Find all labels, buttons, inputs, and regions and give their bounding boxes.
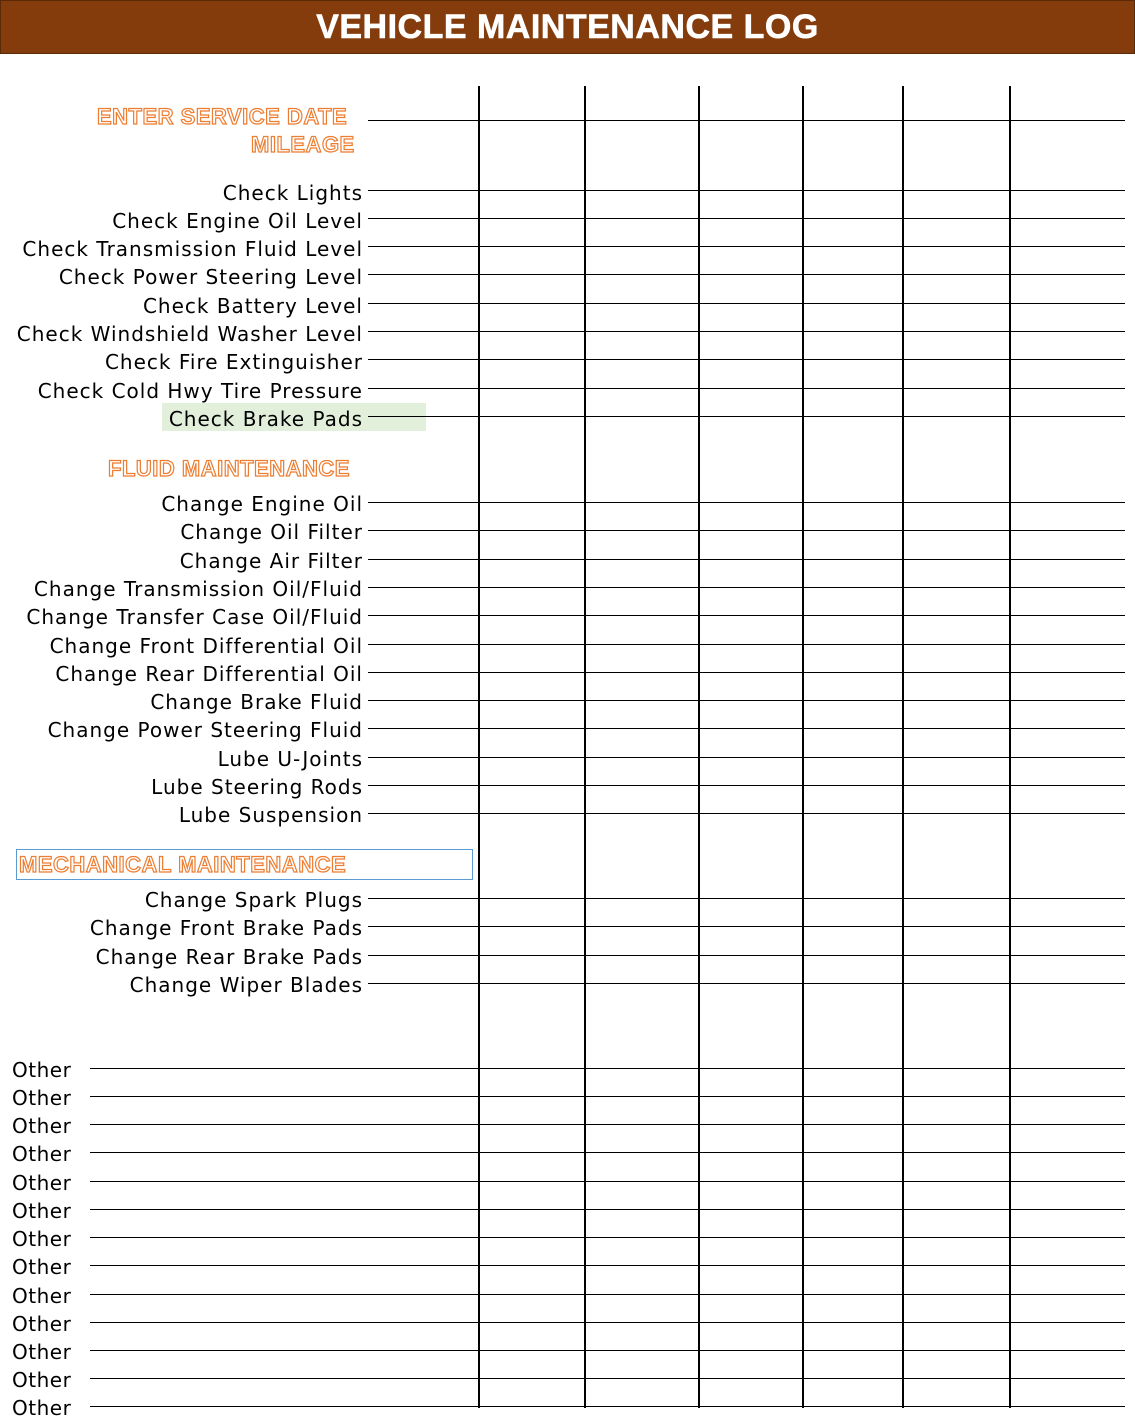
other-item-label: Other [12,1368,72,1392]
other-item-label: Other [12,1340,72,1364]
other-item-label: Other [12,1227,72,1251]
other-item-label: Other [12,1114,72,1138]
check-item-label: Check Power Steering Level [58,265,363,289]
entry-row-line [368,700,1125,701]
other-row-line [90,1265,1125,1266]
entry-row-line [368,983,1125,984]
entry-row-line [368,388,1125,389]
other-item-label: Other [12,1199,72,1223]
other-row-line [90,1124,1125,1125]
column-divider [478,86,480,1408]
other-item-label: Other [12,1171,72,1195]
fluid-item-label: Lube U-Joints [217,747,363,771]
entry-row-line [368,559,1125,560]
other-item-label: Other [12,1058,72,1082]
entry-row-line [368,190,1125,191]
other-row-line [90,1096,1125,1097]
fluid-item-label: Lube Steering Rods [151,775,363,799]
fluid-item-label: Change Air Filter [179,549,363,573]
fluid-item-label: Change Front Differential Oil [49,634,363,658]
check-item-label: Check Brake Pads [168,407,363,431]
other-item-label: Other [12,1312,72,1336]
check-item-label: Check Windshield Washer Level [16,322,363,346]
other-row-line [90,1209,1125,1210]
fluid-item-label: Change Brake Fluid [150,690,363,714]
column-divider [584,86,586,1408]
fluid-item-label: Change Transmission Oil/Fluid [33,577,363,601]
title-bar [0,0,1135,54]
column-divider [802,86,804,1408]
other-row-line [90,1152,1125,1153]
entry-row-line [368,926,1125,927]
check-item-label: Check Cold Hwy Tire Pressure [37,379,363,403]
entry-row-line [368,785,1125,786]
entry-row-line [368,502,1125,503]
entry-row-line [368,672,1125,673]
check-item-label: Check Fire Extinguisher [104,350,363,374]
mechanical-item-label: Change Spark Plugs [144,888,363,912]
fluid-item-label: Change Power Steering Fluid [47,718,363,742]
column-divider [902,86,904,1408]
other-item-label: Other [12,1284,72,1308]
mileage-heading: MILEAGE [251,132,355,157]
entry-row-line [368,728,1125,729]
fluid-item-label: Lube Suspension [178,803,363,827]
entry-row-line [368,644,1125,645]
entry-row-line [368,955,1125,956]
other-row-line [90,1378,1125,1379]
check-item-label: Check Transmission Fluid Level [22,237,363,261]
entry-row-line [368,530,1125,531]
other-item-label: Other [12,1255,72,1279]
entry-row-line [368,757,1125,758]
entry-row-line [368,416,1125,417]
check-item-label: Check Battery Level [142,294,363,318]
column-divider [1009,86,1011,1408]
entry-row-line [368,359,1125,360]
other-item-label: Other [12,1396,72,1420]
other-row-line [90,1350,1125,1351]
other-item-label: Other [12,1086,72,1110]
entry-row-line [368,898,1125,899]
column-divider [698,86,700,1408]
entry-row-line [368,615,1125,616]
other-row-line [90,1237,1125,1238]
entry-row-line [368,303,1125,304]
service-date-heading: ENTER SERVICE DATE [97,104,348,129]
page-title: VEHICLE MAINTENANCE LOG [316,7,819,46]
other-row-line [90,1322,1125,1323]
other-item-label: Other [12,1142,72,1166]
check-item-label: Check Lights [222,181,363,205]
other-row-line [90,1068,1125,1069]
other-row-line [90,1181,1125,1182]
fluid-item-label: Change Transfer Case Oil/Fluid [26,605,363,629]
entry-row-line [368,587,1125,588]
mechanical-maintenance-heading: MECHANICAL MAINTENANCE [19,852,347,877]
fluid-item-label: Change Rear Differential Oil [55,662,363,686]
other-row-line [90,1294,1125,1295]
fluid-item-label: Change Oil Filter [180,520,363,544]
mechanical-item-label: Change Rear Brake Pads [95,945,363,969]
fluid-maintenance-heading: FLUID MAINTENANCE [108,456,350,481]
entry-row-line [368,246,1125,247]
service-date-row-line [368,120,1125,121]
entry-row-line [368,813,1125,814]
entry-row-line [368,274,1125,275]
entry-row-line [368,331,1125,332]
mechanical-item-label: Change Wiper Blades [129,973,363,997]
mechanical-item-label: Change Front Brake Pads [89,916,363,940]
check-item-label: Check Engine Oil Level [112,209,363,233]
other-row-line [90,1406,1125,1407]
entry-row-line [368,218,1125,219]
fluid-item-label: Change Engine Oil [161,492,363,516]
